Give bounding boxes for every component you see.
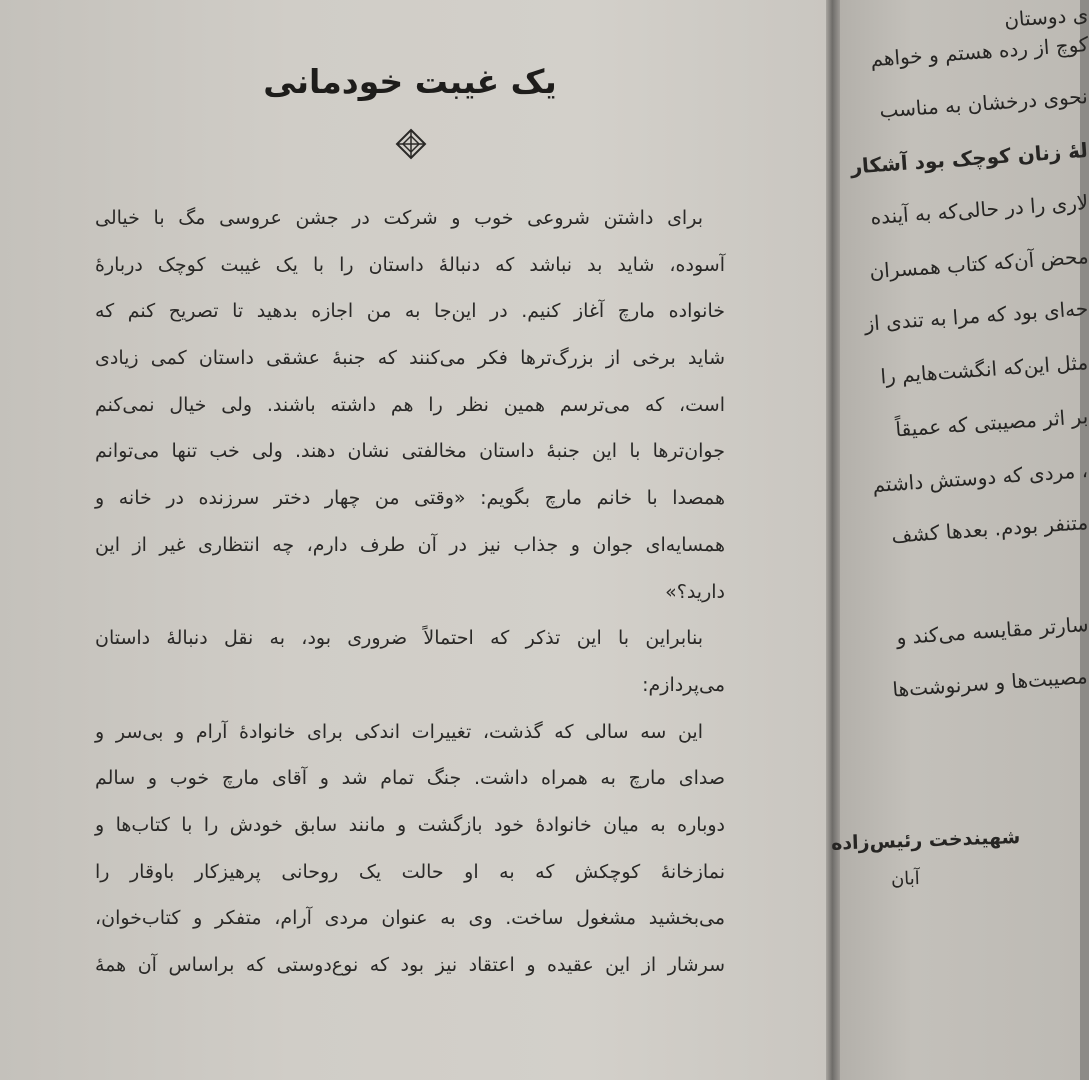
text-line: دارید؟» (665, 580, 725, 603)
text-line: دوباره به میان خانوادهٔ خود بازگشت و مانند سابق خودش را با کتاب‌ها و (95, 813, 725, 836)
text-line: لهٔ زنان کوچک بود آشکار (850, 138, 1089, 179)
text-line: بر اثر مصیبتی که عمیقاً (894, 404, 1089, 442)
text-line: آسوده، شاید بد نباشد که دنبالهٔ داستان را با یک غیبت کوچک دربارهٔ (95, 253, 725, 276)
translator-name: شهیندخت رئیس‌زاده (830, 826, 1021, 855)
text-line: همصدا با خانم مارچ بگویم: «وقتی من چهار دختر سرزنده در خانه و (95, 487, 725, 510)
text-line: ی دوستان (1003, 2, 1089, 32)
text-line: نحوی درخشان به مناسب (879, 84, 1089, 123)
text-line: است، که می‌ترسم همین نظر را هم داشته باشند. ولی خیال نمی‌کنم (95, 393, 725, 416)
text-line: نمازخانهٔ کوچکش که به او حالت یک روحانی پرهیزکار باوقار را (95, 860, 725, 883)
text-line: متنفر بودم. بعدها کشف (890, 510, 1089, 548)
text-line: شاید برخی از بزرگ‌ترها فکر می‌کنند که جنبهٔ عشقی داستان کمی زیادی (95, 347, 725, 370)
text-line: حه‌ای بود که مرا به تندی از (863, 296, 1089, 336)
diamond-ornament-icon (395, 128, 427, 160)
text-line: این سه سالی که گذشت، تغییرات اندکی برای خانوادهٔ آرام و بی‌سر و (95, 720, 703, 743)
body-text (95, 195, 725, 989)
text-line: برای داشتن شروعی خوب و شرکت در جشن عروسی مگ با خیالی (95, 207, 703, 229)
translator-date: آبان (890, 868, 921, 890)
text-line: جوان‌ترها با این جنبهٔ داستان مخالفتی نشان دهند. ولی خب تنها می‌توانم (95, 440, 725, 463)
text-line: بنابراین با این تذکر که احتمالاً ضروری بود، به نقل دنبالهٔ داستان (95, 627, 703, 650)
text-line: کوچ از رده هستم و خواهم (869, 32, 1089, 72)
text-line: سارتر مقایسه می‌کند و (895, 612, 1089, 650)
text-line: صدای مارچ به همراه داشت. جنگ تمام شد و آقای مارچ خوب و سالم (95, 767, 725, 790)
text-line: لاری را در حالی‌که به آینده (869, 190, 1089, 230)
book-gutter (826, 0, 840, 1080)
text-line: سرشار از این عقیده و اعتقاد نیز بود که نوع‌دوستی که براساس آن همهٔ (95, 954, 725, 976)
right-page (830, 0, 1089, 1080)
text-line: می‌بخشید مشغول ساخت. وی به عنوان مردی آرام، متفکر و کتاب‌خوان، (95, 907, 725, 930)
text-line: همسایه‌ای جوان و جذاب نیز در آن طرف دارم، چه انتظاری غیر از این (95, 533, 725, 556)
text-line: می‌پردازم: (642, 673, 725, 696)
text-line: محض آن‌که کتاب همسران (868, 244, 1089, 284)
text-line: خانواده مارچ آغاز کنیم. در این‌جا به من اجازه بدهید تا تصریح کنم که (95, 300, 725, 323)
chapter-title: یک غیبت خودمانی (263, 62, 557, 101)
text-line: مثل این‌که انگشت‌هایم را (879, 350, 1089, 389)
text-line: مصیبت‌ها و سرنوشت‌ها (892, 664, 1089, 702)
text-line: ، مردی که دوستش داشتم (871, 458, 1089, 498)
